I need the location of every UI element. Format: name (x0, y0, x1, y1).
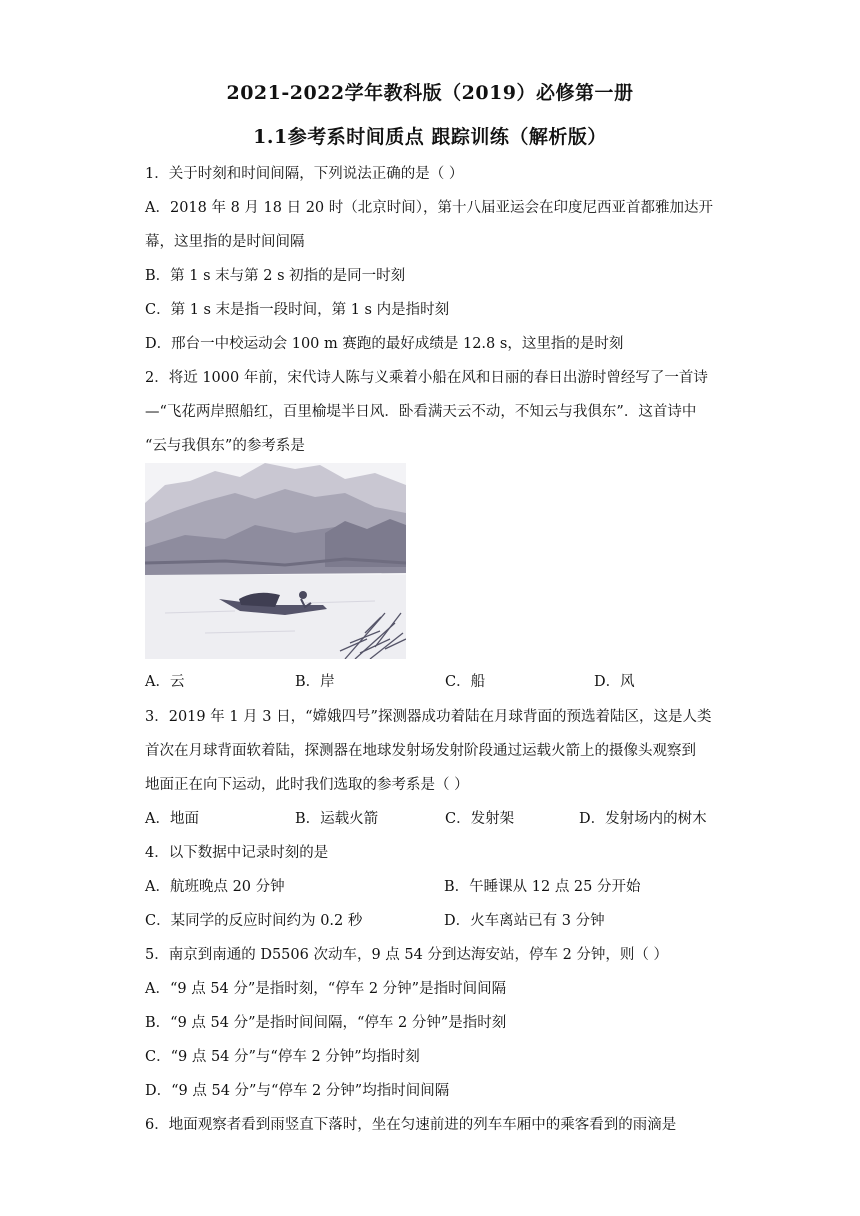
q1-stem: 1．关于时刻和时间间隔，下列说法正确的是（ ） (145, 166, 464, 182)
document-title: 2021-2022学年教科版（2019）必修第一册 (226, 82, 634, 104)
q2-option-a: A．云 (145, 674, 185, 690)
q4-option-d: D．火车离站已有 3 分钟 (444, 913, 605, 929)
q2-option-b: B．岸 (295, 674, 335, 690)
q2-stem-line3: “云与我俱东”的参考系是 (145, 438, 305, 454)
q4-stem: 4．以下数据中记录时刻的是 (145, 845, 329, 861)
q3-stem-line2: 首次在月球背面软着陆，探测器在地球发射场发射阶段通过运载火箭上的摄像头观察到 (145, 743, 696, 759)
q1-option-a-cont: 幕，这里指的是时间间隔 (145, 234, 305, 250)
q5-option-c: C．“9 点 54 分”与“停车 2 分钟”均指时刻 (145, 1049, 420, 1065)
q6-stem: 6．地面观察者看到雨竖直下落时，坐在匀速前进的列车车厢中的乘客看到的雨滴是 (145, 1117, 677, 1133)
q5-option-a: A．“9 点 54 分”是指时刻，“停车 2 分钟”是指时间间隔 (145, 981, 507, 997)
q3-option-c: C．发射架 (445, 811, 515, 827)
q1-option-c: C．第 1 s 末是指一段时间，第 1 s 内是指时刻 (145, 302, 450, 318)
document-subtitle: 1.1参考系时间质点 跟踪训练（解析版） (253, 126, 607, 148)
q2-option-d: D．风 (594, 674, 635, 690)
q3-option-d: D．发射场内的树木 (579, 811, 707, 827)
q1-option-d: D．邢台一中校运动会 100 m 赛跑的最好成绩是 12.8 s，这里指的是时刻 (145, 336, 624, 352)
q3-stem-line1: 3．2019 年 1 月 3 日，“嫦娥四号”探测器成功着陆在月球背面的预选着陆区，这是人类 (145, 709, 712, 725)
q3-option-a: A．地面 (145, 811, 199, 827)
q3-stem-line3: 地面正在向下运动，此时我们选取的参考系是（ ） (145, 777, 469, 793)
q4-option-b: B．午睡课从 12 点 25 分开始 (444, 879, 641, 895)
ink-landscape-painting (145, 463, 406, 659)
q5-option-d: D．“9 点 54 分”与“停车 2 分钟”均指时间间隔 (145, 1083, 450, 1099)
q4-option-a: A．航班晚点 20 分钟 (145, 879, 285, 895)
q2-option-c: C．船 (445, 674, 486, 690)
q4-option-c: C．某同学的反应时间约为 0.2 秒 (145, 913, 363, 929)
q5-option-b: B．“9 点 54 分”是指时间间隔，“停车 2 分钟”是指时刻 (145, 1015, 507, 1031)
q2-stem-line2: —“飞花两岸照船红，百里榆堤半日风．卧看满天云不动，不知云与我俱东”．这首诗中 (145, 404, 697, 420)
q3-option-b: B．运载火箭 (295, 811, 379, 827)
q2-stem-line1: 2．将近 1000 年前，宋代诗人陈与义乘着小船在风和日丽的春日出游时曾经写了一首诗 (145, 370, 708, 386)
q1-option-a: A．2018 年 8 月 18 日 20 时（北京时间），第十八届亚运会在印度尼西亚首都雅加达开 (145, 200, 714, 216)
q1-option-b: B．第 1 s 末与第 2 s 初指的是同一时刻 (145, 268, 406, 284)
q5-stem: 5．南京到南通的 D5506 次动车，9 点 54 分到达海安站，停车 2 分钟，则（ ） (145, 947, 669, 963)
